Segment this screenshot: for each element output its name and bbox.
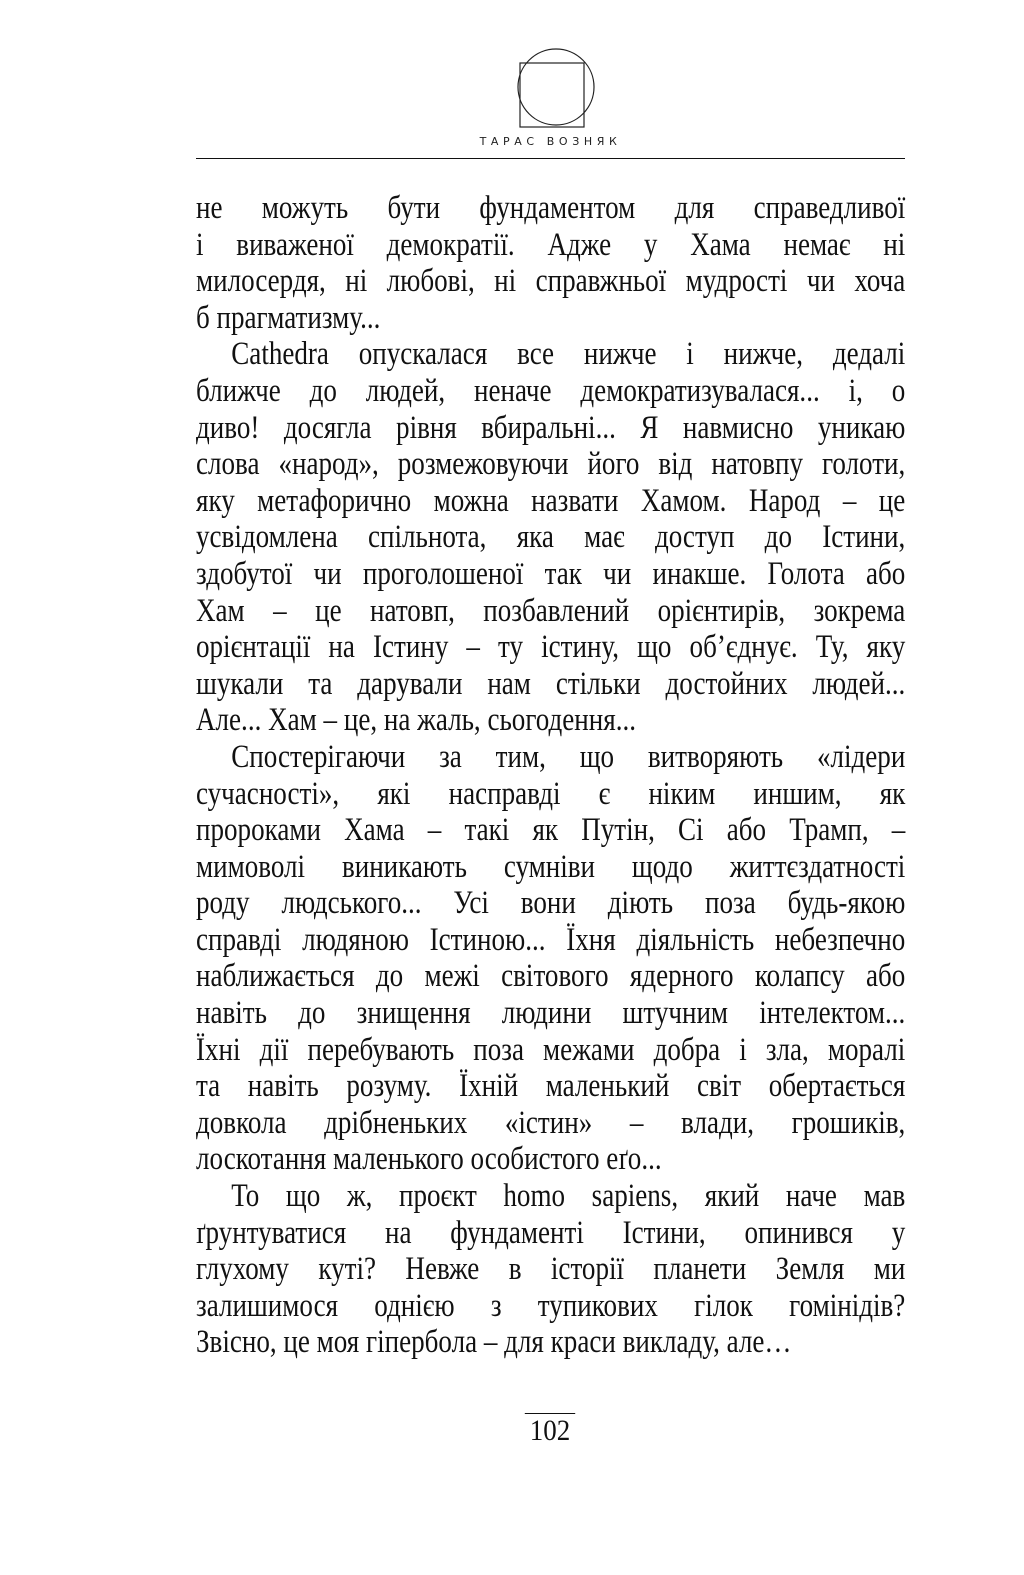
text-line-words: справді людяною Істиною... Їхня діяльність небезпечно — [196, 921, 906, 958]
text-line-content — [196, 958, 905, 995]
paragraph — [196, 739, 905, 1178]
text-line — [196, 556, 905, 593]
body-text — [196, 190, 905, 1361]
text-line — [196, 776, 905, 813]
text-line — [196, 1251, 905, 1288]
text-line — [196, 1105, 905, 1142]
text-line-content — [196, 1178, 905, 1215]
text-line-content — [196, 629, 905, 666]
text-line-content — [196, 885, 905, 922]
text-line-content — [196, 776, 905, 813]
text-line — [196, 995, 905, 1032]
text-line-words: Але... Хам – це, на жаль, сьогодення... — [196, 702, 636, 739]
text-line-content — [196, 190, 905, 227]
text-line-content — [196, 739, 905, 776]
text-line-content — [196, 1105, 905, 1142]
text-line-words: роду людського... Усі вони діють поза будь-якою — [196, 885, 906, 922]
text-line-words: залишимося однією з тупикових гілок гомінідів? — [196, 1287, 906, 1324]
circle-square-emblem-icon — [509, 47, 603, 141]
text-line-words: милосердя, ні любові, ні справжньої мудрості чи хоча — [196, 263, 906, 300]
text-line-words: ґрунтуватися на фундаменті Істини, опинився у — [196, 1214, 906, 1251]
text-line-words: Звісно, це моя гіпербола – для краси викладу, але… — [196, 1324, 792, 1361]
text-line — [196, 300, 905, 337]
text-line — [196, 1032, 905, 1069]
text-line-words: Cathedra опускалася все нижче і нижче, дедалі — [231, 336, 906, 373]
text-line-content — [196, 1141, 905, 1178]
text-line-words: навіть до знищення людини штучним інтелектом... — [196, 995, 906, 1032]
text-line-words: диво! досягла рівня вбиральні... Я навмисно уникаю — [196, 409, 906, 446]
text-line-words: шукали та дарували нам стільки достойних людей... — [196, 665, 906, 702]
text-line-words: слова «народ», розмежовуючи його від натовпу голоти, — [196, 446, 906, 483]
text-line — [196, 849, 905, 886]
text-line-content — [196, 995, 905, 1032]
text-line-content — [196, 556, 905, 593]
text-line — [196, 922, 905, 959]
text-line-content — [196, 263, 905, 300]
text-line — [196, 373, 905, 410]
text-line-content — [196, 519, 905, 556]
text-line — [196, 593, 905, 630]
text-line-words: яку метафорично можна назвати Хамом. Народ – це — [196, 482, 906, 519]
text-line-content — [196, 446, 905, 483]
text-line — [196, 812, 905, 849]
text-line — [196, 483, 905, 520]
page-number: 102 — [525, 1413, 575, 1446]
text-line-content — [196, 922, 905, 959]
text-line — [196, 702, 905, 739]
text-line-words: пророками Хама – такі як Путін, Сі або Трамп, – — [196, 812, 906, 849]
text-line-words: Їхні дії перебувають поза межами добра і зла, моралі — [196, 1031, 906, 1068]
text-line — [196, 885, 905, 922]
text-line-content — [196, 593, 905, 630]
text-line — [196, 410, 905, 447]
text-line-words: здобутої чи проголошеної так чи инакше. Голота або — [196, 555, 906, 592]
text-line — [196, 958, 905, 995]
paragraph — [196, 1178, 905, 1361]
text-line — [196, 629, 905, 666]
text-line-words: То що ж, проєкт homo sapiens, який наче мав — [231, 1178, 906, 1215]
text-line-words: Хам – це натовп, позбавлений орієнтирів, зокрема — [196, 592, 906, 629]
text-line-content — [196, 227, 905, 264]
text-line-words: глухому куті? Невже в історії планети Земля ми — [196, 1251, 906, 1288]
text-line-words: наближається до межі світового ядерного колапсу або — [196, 958, 906, 995]
text-line-words: б прагматизму... — [196, 299, 381, 336]
text-line-words: орієнтації на Істину – ту істину, що об’єднує. Ту, яку — [196, 629, 906, 666]
text-line-content — [196, 1251, 905, 1288]
text-line-content — [196, 702, 905, 739]
text-line-words: усвідомлена спільнота, яка має доступ до Істини, — [196, 519, 906, 556]
text-line-content — [196, 849, 905, 886]
text-line-content — [196, 1215, 905, 1252]
text-line-content — [196, 1288, 905, 1325]
text-line-words: Спостерігаючи за тим, що витворяють «лідери — [231, 738, 906, 775]
text-line-content — [196, 1324, 905, 1361]
text-line — [196, 227, 905, 264]
text-line-content — [196, 300, 905, 337]
text-line — [196, 1178, 905, 1215]
text-line-words: лоскотання маленького особистого еґо... — [196, 1141, 662, 1178]
text-line-words: та навіть розуму. Їхній маленький світ обертається — [196, 1068, 906, 1105]
text-line — [196, 519, 905, 556]
text-line — [196, 666, 905, 703]
text-line-words: мимоволі виникають сумніви щодо життєздатності — [196, 848, 906, 885]
text-line-content — [196, 373, 905, 410]
text-line-words: довкола дрібненьких «істин» – влади, грошиків, — [196, 1104, 906, 1141]
text-line — [196, 1141, 905, 1178]
text-line — [196, 336, 905, 373]
text-line — [196, 1324, 905, 1361]
paragraph — [196, 336, 905, 739]
text-line — [196, 739, 905, 776]
text-line — [196, 263, 905, 300]
text-line-content — [196, 410, 905, 447]
text-line-content — [196, 483, 905, 520]
text-line — [196, 446, 905, 483]
header-rule — [196, 158, 905, 159]
text-line-content — [196, 1032, 905, 1069]
text-line-words: сучасності», які насправді є ніким иншим, як — [196, 775, 906, 812]
text-line-words: ближче до людей, неначе демократизувалася... і, о — [196, 372, 906, 409]
text-line — [196, 1215, 905, 1252]
text-line-words: не можуть бути фундаментом для справедливої — [196, 190, 906, 226]
text-line — [196, 1288, 905, 1325]
text-line-words: і виваженої демократії. Адже у Хама немає ні — [196, 226, 906, 263]
running-header-author: ТАРАС ВОЗНЯК — [479, 135, 622, 148]
text-line-content — [196, 812, 905, 849]
text-line-content — [196, 666, 905, 703]
text-line — [196, 1068, 905, 1105]
paragraph — [196, 190, 905, 336]
text-line — [196, 190, 905, 227]
text-line-content — [196, 336, 905, 373]
text-line-content — [196, 1068, 905, 1105]
